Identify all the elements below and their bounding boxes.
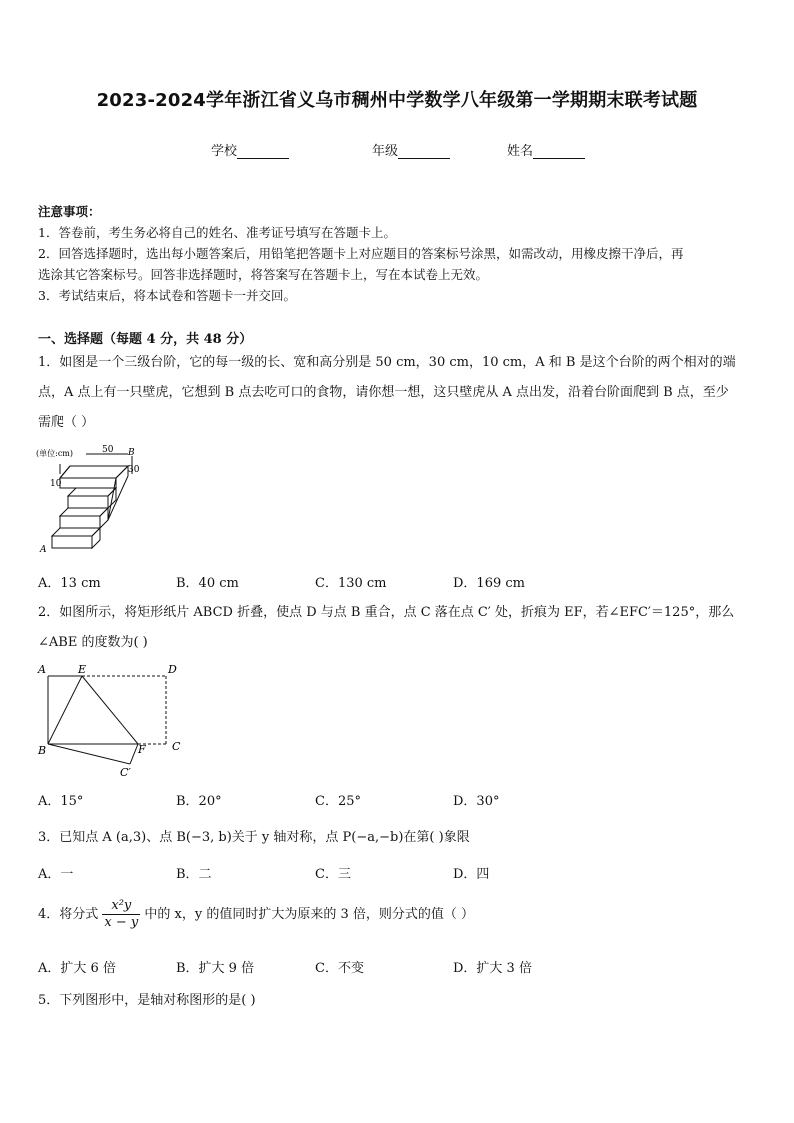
- staircase-figure: [34, 444, 154, 556]
- name-label: 姓名: [507, 144, 534, 159]
- grade-label: 年级: [372, 144, 399, 159]
- name-field: [507, 140, 585, 159]
- figure-point-a: A: [38, 663, 46, 676]
- question-4-pre: 4．将分式: [38, 907, 99, 922]
- option: D．四: [453, 867, 490, 882]
- option: C．25°: [315, 794, 361, 809]
- question-4-post: 中的 x，y 的值同时扩大为原来的 3 倍，则分式的值（ ）: [144, 907, 475, 922]
- notice-heading: 注意事项：: [38, 204, 101, 219]
- notice-item: 选涂其它答案标号。回答非选择题时，将答案写在答题卡上，写在本试卷上无效。: [38, 267, 489, 282]
- option: D．169 cm: [453, 576, 525, 591]
- figure-point-a: A: [40, 545, 47, 555]
- figure-point-f: F: [138, 743, 146, 756]
- option: B．20°: [176, 794, 222, 809]
- option: C．三: [315, 867, 351, 882]
- option: B．40 cm: [176, 576, 239, 591]
- question-5: 5．下列图形中，是轴对称图形的是( ): [38, 993, 256, 1008]
- question-2: [38, 598, 760, 658]
- option: D．扩大 3 倍: [453, 961, 532, 976]
- option: B．二: [176, 867, 212, 882]
- fold-figure: [34, 660, 194, 782]
- figure-point-e: E: [78, 663, 87, 676]
- figure-point-b: B: [128, 448, 135, 458]
- question-1-line: 需爬（ ）: [38, 415, 95, 430]
- figure-height-label: 10: [50, 479, 62, 489]
- fraction-denominator: x − y: [104, 915, 139, 930]
- grade-field: [372, 140, 450, 159]
- grade-blank: [398, 144, 450, 159]
- figure-point-d: D: [168, 663, 177, 676]
- name-blank: [533, 144, 585, 159]
- question-2-line: 2．如图所示，将矩形纸片 ABCD 折叠，使点 D 与点 B 重合，点 C 落在点 C′ 处，折痕为 EF，若∠EFC′＝125°，那么: [38, 605, 735, 620]
- figure-width-label: 30: [128, 465, 140, 475]
- school-label: 学校: [211, 144, 238, 159]
- question-3: 3．已知点 A (a,3)、点 B(−3, b)关于 y 轴对称，点 P(−a,−b)在第( )象限: [38, 830, 470, 845]
- option: B．扩大 9 倍: [176, 961, 255, 976]
- page-title: 2023-2024学年浙江省义乌市稠州中学数学八年级第一学期期末联考试题: [96, 90, 698, 111]
- school-field: [211, 140, 289, 159]
- notice-item: 3．考试结束后，将本试卷和答题卡一并交回。: [38, 288, 296, 303]
- question-1-line: 1．如图是一个三级台阶，它的每一级的长、宽和高分别是 50 cm，30 cm，10 cm，A 和 B 是这个台阶的两个相对的端: [38, 355, 736, 370]
- question-1: [38, 348, 760, 438]
- question-2-line: ∠ABE 的度数为( ): [38, 635, 148, 650]
- section-heading: 一、选择题（每题 4 分，共 48 分）: [38, 332, 253, 347]
- option: A．扩大 6 倍: [38, 961, 116, 976]
- fraction-numerator: x²y: [102, 898, 140, 915]
- question-4: [38, 898, 474, 931]
- figure-point-c-prime: C′: [120, 766, 131, 779]
- notice-block: [38, 201, 683, 306]
- notice-item: 2．回答选择题时，选出每小题答案后，用铅笔把答题卡上对应题目的答案标号涂黑，如需改动，用橡皮擦干净后，再: [38, 246, 684, 261]
- fraction: [102, 898, 140, 931]
- option: C．不变: [315, 961, 364, 976]
- option: C．130 cm: [315, 576, 387, 591]
- school-blank: [237, 144, 289, 159]
- notice-item: 1．答卷前，考生务必将自己的姓名、准考证号填写在答题卡上。: [38, 225, 396, 240]
- option: D．30°: [453, 794, 500, 809]
- option: A．15°: [38, 794, 84, 809]
- option: A．一: [38, 867, 74, 882]
- option: A．13 cm: [38, 576, 101, 591]
- figure-length-label: 50: [102, 445, 114, 455]
- figure-unit-label: (单位:cm): [36, 449, 74, 458]
- figure-point-b: B: [38, 744, 47, 757]
- question-1-line: 点，A 点上有一只壁虎，它想到 B 点去吃可口的食物，请你想一想，这只壁虎从 A 点出发，沿着台阶面爬到 B 点，至少: [38, 385, 729, 400]
- figure-point-c: C: [172, 740, 181, 753]
